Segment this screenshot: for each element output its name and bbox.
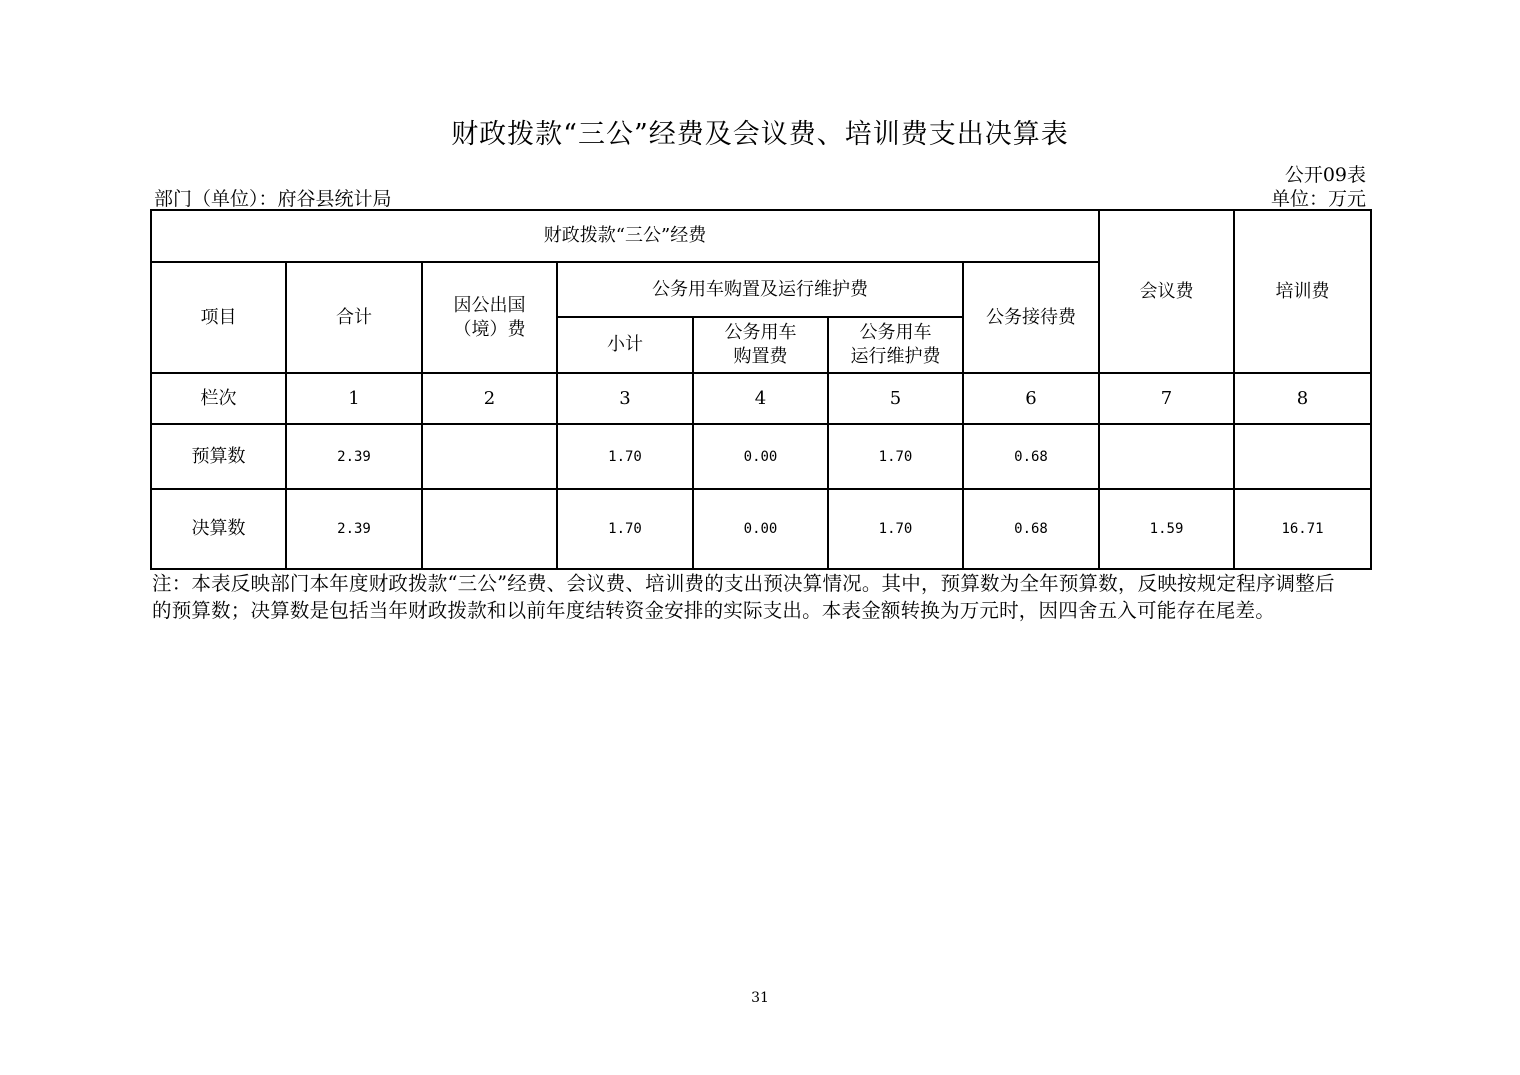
vehicle-maint-line2: 运行维护费 (850, 346, 941, 367)
table-cell: 1.70 (557, 424, 693, 489)
table-cell: 16.71 (1234, 489, 1371, 569)
column-index-cell: 4 (693, 373, 828, 424)
training-header: 培训费 (1234, 210, 1371, 373)
table-row (151, 424, 1371, 489)
column-index-cell: 8 (1234, 373, 1371, 424)
column-index-cell: 5 (828, 373, 963, 424)
row-label: 决算数 (151, 489, 286, 569)
reception-header: 公务接待费 (963, 262, 1099, 373)
vehicle-purchase-header (693, 317, 828, 373)
abroad-header (422, 262, 557, 373)
table-cell: 2.39 (286, 489, 422, 569)
column-index-cell: 6 (963, 373, 1099, 424)
vehicle-maint-line1: 公务用车 (859, 322, 932, 343)
total-header: 合计 (286, 262, 422, 373)
table-cell: 0.68 (963, 489, 1099, 569)
table-cell: 1.59 (1099, 489, 1234, 569)
form-number: 公开09表 (1284, 164, 1366, 186)
table-cell: 0.00 (693, 424, 828, 489)
unit-label: 单位：万元 (1270, 188, 1366, 210)
row-label: 预算数 (151, 424, 286, 489)
subtotal-header: 小计 (557, 317, 693, 373)
table-cell (422, 424, 557, 489)
vehicle-maint-header (828, 317, 963, 373)
table-cell: 2.39 (286, 424, 422, 489)
page-number: 31 (751, 990, 769, 1006)
column-index-cell: 1 (286, 373, 422, 424)
table-cell: 1.70 (828, 424, 963, 489)
table-cell: 1.70 (557, 489, 693, 569)
table-note: 注：本表反映部门本年度财政拨款“三公”经费、会议费、培训费的支出预决算情况。其中，预算数为全年预算数，反映按规定程序调整后的预算数；决算数是包括当年财政拨款和以前年度结转资金安排的实际支出。本表金额转换为万元时，因四舍五入可能存在尾差。 (152, 572, 1335, 622)
table-cell (422, 489, 557, 569)
table-cell: 0.00 (693, 489, 828, 569)
table-cell (1234, 424, 1371, 489)
vehicle-purchase-line1: 公务用车 (724, 322, 797, 343)
column-index-cell: 7 (1099, 373, 1234, 424)
item-header: 项目 (151, 262, 286, 373)
table-cell: 0.68 (963, 424, 1099, 489)
abroad-header-line1: 因公出国 (453, 294, 526, 316)
column-index-cell: 2 (422, 373, 557, 424)
expenditure-table (150, 209, 1372, 570)
three-public-header: 财政拨款“三公”经费 (151, 210, 1099, 262)
table-cell: 1.70 (828, 489, 963, 569)
department-label: 部门（单位）：府谷县统计局 (154, 188, 392, 210)
column-index-row (151, 373, 1371, 424)
vehicle-purchase-line2: 购置费 (733, 346, 788, 367)
table-row (151, 489, 1371, 569)
column-index-label: 栏次 (151, 373, 286, 424)
abroad-header-line2: （境）费 (453, 318, 526, 340)
meeting-header: 会议费 (1099, 210, 1234, 373)
column-index-cell: 3 (557, 373, 693, 424)
page-title: 财政拨款“三公”经费及会议费、培训费支出决算表 (451, 119, 1069, 150)
vehicle-group-header: 公务用车购置及运行维护费 (557, 262, 963, 317)
table-cell (1099, 424, 1234, 489)
